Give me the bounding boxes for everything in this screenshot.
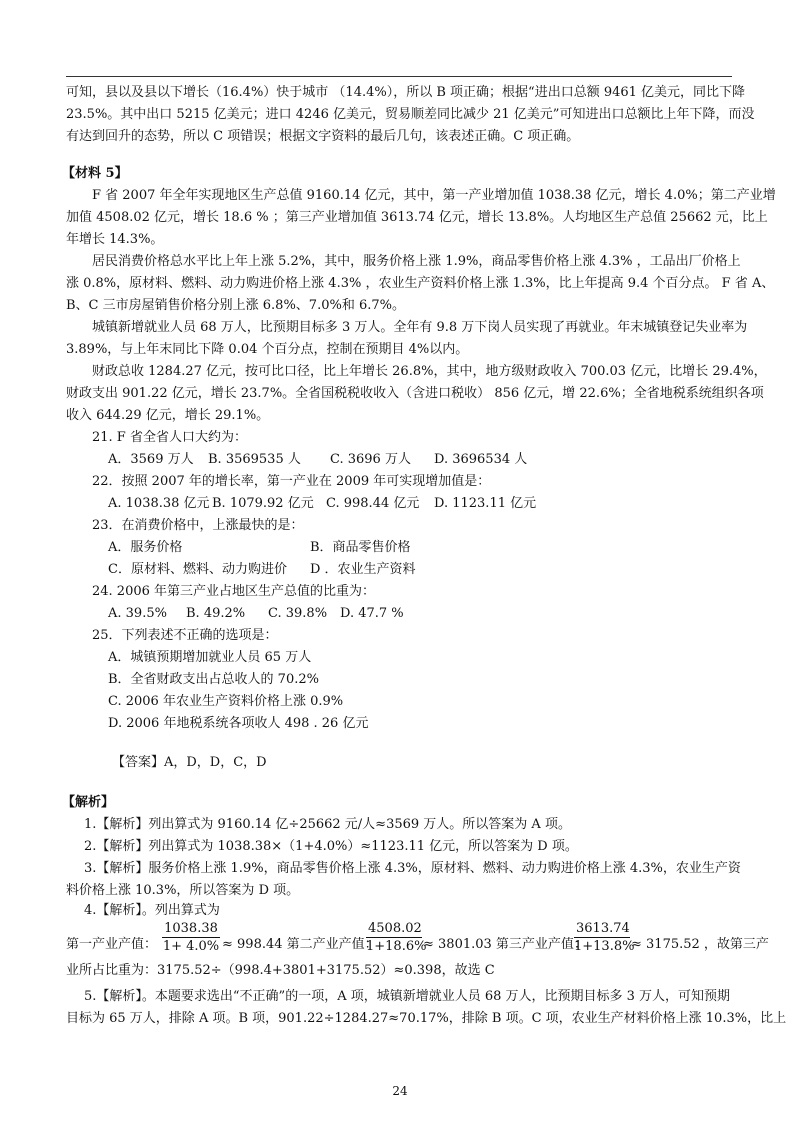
intro-line-2: 23.5%。其中出口 5215 亿美元；进口 4246 亿美元，贸易顺差同比减少 21 亿美元”可知进出口总额比上年下降，而没 bbox=[66, 107, 755, 122]
question-21-option-a: A．3569 万人 bbox=[108, 452, 194, 467]
header-rule bbox=[66, 76, 732, 77]
question-21: 21. F 省全省人口大约为： bbox=[92, 430, 247, 445]
formula-2-result: ≈ 3801.03 第三产业产值： bbox=[423, 937, 587, 952]
question-24-option-c: C. 39.8% bbox=[268, 606, 328, 621]
material-para-1-line-1: F 省 2007 年全年实现地区生产总值 9160.14 亿元，其中，第一产业增加值 1038.38 亿元，增长 4.0%；第二产业增 bbox=[92, 188, 776, 203]
material-para-3-line-1: 城镇新增就业人员 68 万人，比预期目标多 3 万人。全年有 9.8 万下岗人员实现了再就业。年末城镇登记失业率为 bbox=[92, 320, 748, 335]
formula-2-numerator: 4508.02 bbox=[368, 921, 422, 936]
analysis-title: 【解析】 bbox=[62, 795, 115, 810]
question-23-option-b: B．商品零售价格 bbox=[310, 540, 411, 555]
question-23: 23．在消费价格中，上涨最快的是： bbox=[92, 518, 304, 533]
page-number: 24 bbox=[392, 1084, 408, 1098]
formula-2-fraction bbox=[366, 920, 427, 955]
material-para-4-line-3: 收入 644.29 亿元，增长 29.1%。 bbox=[66, 408, 270, 423]
material-para-1-line-3: 年增长 14.3%。 bbox=[66, 232, 164, 247]
analysis-step-5-line-2: 目标为 65 万人，排除 A 项。B 项，901.22÷1284.27≈70.17%，排除 B 项。C 项，农业生产材料价格上涨 10.3%，比上 bbox=[66, 1011, 787, 1026]
question-25: 25．下列表述不正确的选项是： bbox=[92, 628, 278, 643]
formula-2-denominator: 1+18.6% bbox=[366, 939, 427, 954]
question-22-option-a: A. 1038.38 亿元 bbox=[108, 496, 210, 511]
question-25-option-d: D. 2006 年地税系统各项收人 498 . 26 亿元 bbox=[108, 716, 369, 731]
question-25-option-b: B．全省财政支出占总收人的 70.2% bbox=[108, 672, 319, 687]
question-24: 24. 2006 年第三产业占地区生产总值的比重为： bbox=[92, 584, 376, 599]
question-23-option-a: A．服务价格 bbox=[108, 540, 183, 555]
formula-1-label: 第一产业产值： bbox=[66, 937, 158, 952]
analysis-step-4-conclusion: 业所占比重为：3175.52÷（998.4+3801+3175.52）≈0.398，故选 C bbox=[66, 963, 495, 978]
material-para-4-line-1: 财政总收 1284.27 亿元，按可比口径，比上年增长 26.8%，其中，地方级财政收入 700.03 亿元，比增长 29.4%， bbox=[92, 364, 767, 379]
question-21-option-b: B. 3569535 人 bbox=[208, 452, 301, 467]
question-23-option-c: C．原材料、燃料、动力购进价 bbox=[108, 562, 287, 577]
material-para-2-line-1: 居民消费价格总水平比上年上涨 5.2%，其中，服务价格上涨 1.9%，商品零售价格上涨 4.3% ，工品出厂价格上 bbox=[92, 254, 741, 269]
analysis-step-2: 2.【解析】列出算式为 1038.38×（1+4.0%）≈1123.11 亿元，所以答案为 D 项。 bbox=[84, 839, 578, 854]
intro-line-1: 可知，县以及县以下增长（16.4%）快于城市 （14.4%），所以 B 项正确；根据“进出口总额 9461 亿美元，同比下降 bbox=[66, 85, 746, 100]
formula-1-denominator: 1+ 4.0% bbox=[162, 939, 220, 954]
material-para-2-line-3: B、C 三市房屋销售价格分别上涨 6.8%、7.0%和 6.7%。 bbox=[66, 298, 405, 313]
analysis-step-3-line-2: 料价格上涨 10.3%，所以答案为 D 项。 bbox=[66, 883, 300, 898]
formula-3-fraction bbox=[574, 920, 635, 955]
question-25-option-c: C. 2006 年农业生产资料价格上涨 0.9% bbox=[108, 694, 344, 709]
intro-line-3: 有达到回升的态势，所以 C 项错误；根据文字资料的最后几句，该表述正确。C 项正确。 bbox=[66, 129, 580, 144]
formula-3-result: ≈ 3175.52 ，故第三产 bbox=[631, 937, 769, 952]
formula-1-numerator: 1038.38 bbox=[162, 920, 220, 938]
material-para-3-line-2: 3.89%，与上年末同比下降 0.04 个百分点，控制在预期目 4%以内。 bbox=[66, 342, 469, 357]
question-21-option-c: C. 3696 万人 bbox=[330, 452, 411, 467]
formula-1-fraction bbox=[162, 920, 220, 955]
question-24-option-a: A. 39.5% bbox=[108, 606, 167, 621]
analysis-step-5-line-1: 5.【解析】。本题要求选出“不正确”的一项，A 项，城镇新增就业人员 68 万人，比预期目标多 3 万人，可知预期 bbox=[84, 989, 731, 1004]
material-para-2-line-2: 涨 0.8%，原材料、燃料、动力购进价格上涨 4.3% ，农业生产资料价格上涨 1.3%，比上年提高 9.4 个百分点。 F 省 A、 bbox=[66, 276, 775, 291]
material-para-1-line-2: 加值 4508.02 亿元，增长 18.6 % ；第三产业增加值 3613.74 亿元，增长 13.8%。人均地区生产总值 25662 元，比上 bbox=[66, 210, 768, 225]
question-22-option-c: C. 998.44 亿元 bbox=[326, 496, 420, 511]
analysis-step-3-line-1: 3.【解析】服务价格上涨 1.9%，商品零售价格上涨 4.3%，原材料、燃料、动力购进价格上涨 4.3%，农业生产资 bbox=[84, 861, 741, 876]
formula-1-result: ≈ 998.44 第二产业产值： bbox=[222, 937, 378, 952]
question-24-option-b: B. 49.2% bbox=[186, 606, 246, 621]
question-22: 22．按照 2007 年的增长率，第一产业在 2009 年可实现增加值是： bbox=[92, 474, 491, 489]
question-25-option-a: A．城镇预期增加就业人员 65 万人 bbox=[108, 650, 312, 665]
material-title: 【材料 5】 bbox=[62, 166, 128, 181]
answer-line: 【答案】A，D，D，C，D bbox=[112, 755, 267, 770]
analysis-step-1: 1.【解析】列出算式为 9160.14 亿÷25662 元/人≈3569 万人。所以答案为 A 项。 bbox=[84, 817, 571, 832]
question-22-option-b: B. 1079.92 亿元 bbox=[212, 496, 314, 511]
formula-3-numerator: 3613.74 bbox=[576, 921, 630, 936]
question-22-option-d: D. 1123.11 亿元 bbox=[434, 496, 537, 511]
question-21-option-d: D. 3696534 人 bbox=[434, 452, 528, 467]
material-para-4-line-2: 财政支出 901.22 亿元，增长 23.7%。全省国税税收收入（含进口税收） 856 亿元，增 22.6%；全省地税系统组织各项 bbox=[66, 386, 764, 401]
analysis-step-4: 4.【解析】。列出算式为 bbox=[84, 903, 220, 918]
question-23-option-d: D ．农业生产资料 bbox=[310, 562, 416, 577]
formula-3-denominator: 1+13.8% bbox=[574, 939, 635, 954]
question-24-option-d: D. 47.7 % bbox=[340, 606, 404, 621]
